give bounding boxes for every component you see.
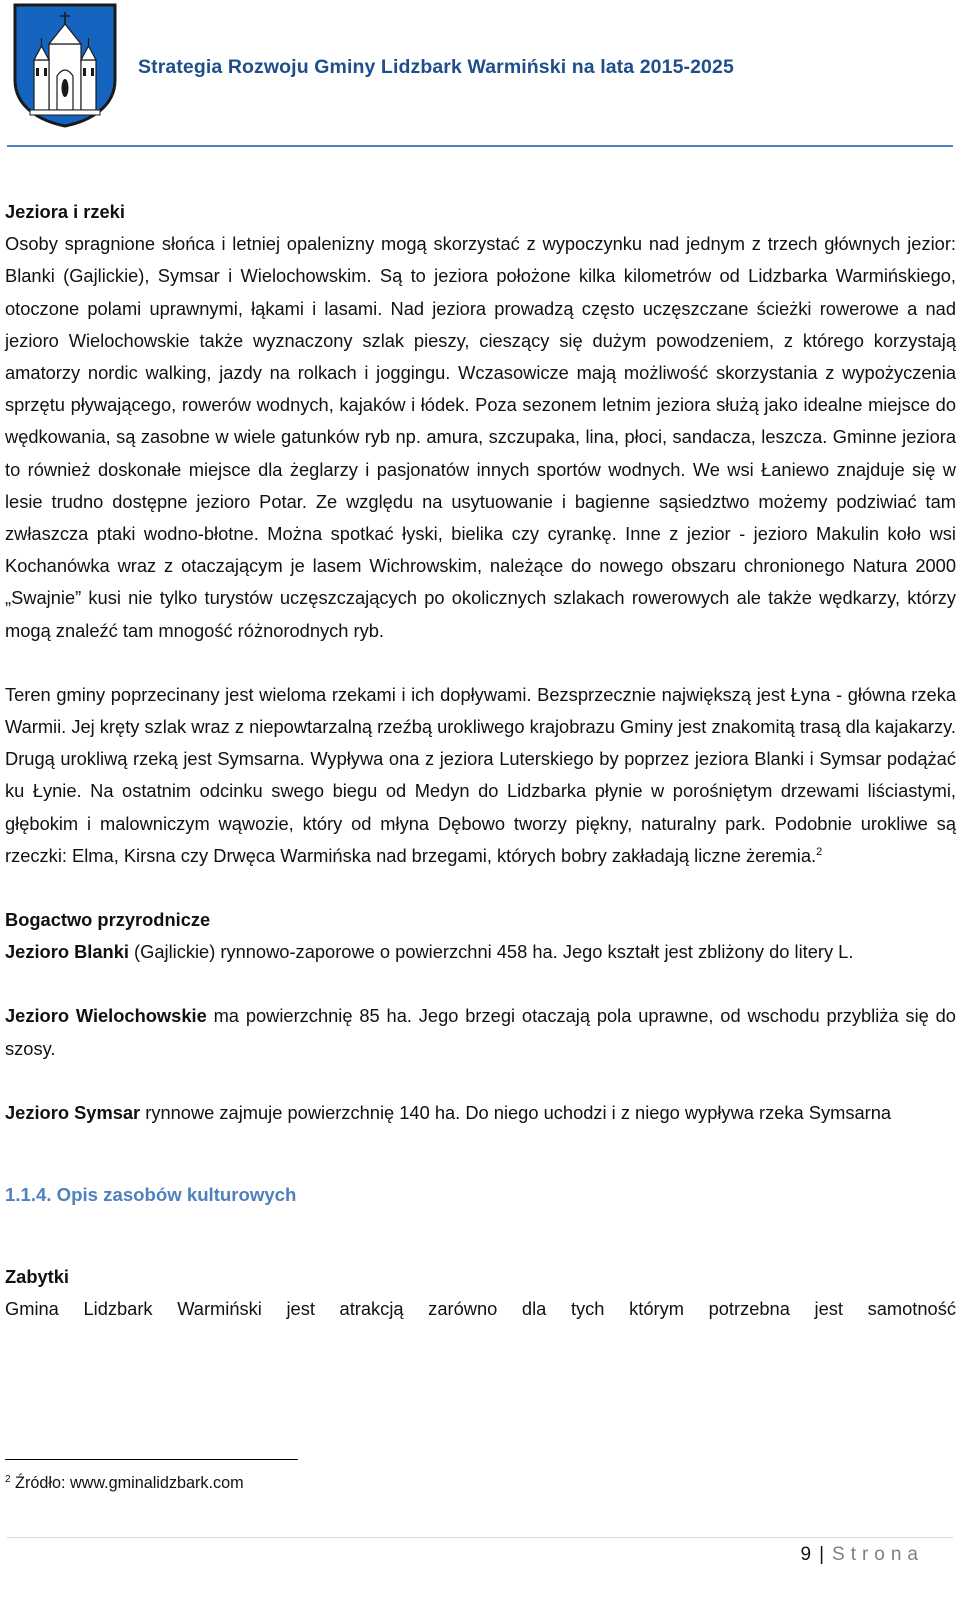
symsar-paragraph bbox=[5, 1097, 956, 1129]
page-header bbox=[0, 0, 960, 150]
wielochowskie-paragraph bbox=[5, 1000, 956, 1064]
footnote-text: Źródło: www.gminalidzbark.com bbox=[10, 1474, 244, 1492]
nature-heading: Bogactwo przyrodnicze bbox=[5, 909, 211, 931]
spacer bbox=[5, 647, 956, 679]
coat-of-arms-icon bbox=[12, 2, 118, 128]
footnote-number: 2 bbox=[5, 1474, 11, 1485]
footnote-reference: 2 bbox=[816, 845, 823, 858]
wielochowskie-text: ma powierzchnię 85 ha. Jego brzegi otaczają pola uprawne, od wschodu przybliża się do szosy. bbox=[5, 1005, 956, 1059]
header-divider bbox=[7, 145, 953, 147]
page-number: 9 bbox=[800, 1544, 812, 1565]
lakes-heading: Jeziora i rzeki bbox=[5, 201, 125, 222]
header-title: Strategia Rozwoju Gminy Lidzbark Warmiński na lata 2015-2025 bbox=[138, 56, 734, 78]
spacer bbox=[5, 1129, 956, 1179]
spacer bbox=[5, 1211, 956, 1261]
symsar-text: rynnowe zajmuje powierzchnię 140 ha. Do niego uchodzi i z niego wypływa rzeka Symsarna bbox=[140, 1101, 892, 1123]
rivers-paragraph bbox=[5, 679, 956, 872]
page-footer bbox=[801, 1542, 925, 1568]
monuments-paragraph: Gmina Lidzbark Warmiński jest atrakcją zarówno dla tych którym potrzebna jest samotność bbox=[5, 1298, 956, 1320]
rivers-text: Teren gminy poprzecinany jest wieloma rzekami i ich dopływami. Bezsprzecznie największą jest Łyna - główna rzeka Warmii. Jej kręty szlak wraz z niepowtarzalną rzeźbą urokliwego krajobrazu Gminy jest znakomitą trasą dla kajakarzy. Drugą urokliwą rzeką jest Symsarna. Wypływa ona z jeziora Luterskiego by poprzez jeziora Blanki i Symsar podążać ku Łynie. Na ostatnim odcinku swego biegu od Medyn do Lidzbarka płynie w porośniętym drzewami liściastymi, głębokim i malowniczym wąwozie, który od młyna Dębowo tworzy piękny, naturalny park. Podobnie urokliwe są rzeczki: Elma, Kirsna czy Drwęca Warmińska nad brzegami, których bobry zakładają liczne żeremia. bbox=[5, 683, 956, 866]
blanki-name: Jezioro Blanki bbox=[5, 941, 129, 963]
monuments-heading: Zabytki bbox=[5, 1266, 70, 1288]
wielochowskie-name: Jezioro Wielochowskie bbox=[5, 1005, 207, 1027]
spacer bbox=[5, 968, 956, 1000]
symsar-name: Jezioro Symsar bbox=[5, 1101, 141, 1123]
footnote bbox=[5, 1471, 244, 1495]
spacer bbox=[5, 872, 956, 904]
footer-page-word: Strona bbox=[832, 1544, 924, 1565]
culture-section-heading: 1.1.4. Opis zasobów kulturowych bbox=[5, 1184, 297, 1206]
footer-divider bbox=[7, 1537, 953, 1538]
footnote-divider bbox=[5, 1459, 298, 1460]
blanki-paragraph bbox=[5, 936, 956, 968]
lakes-paragraph: Osoby spragnione słońca i letniej opalenizny mogą skorzystać z wypoczynku nad jednym z trzech głównych jezior: Blanki (Gajlickie), Symsar i Wielochowskim. Są to jeziora położone kilka kilometrów od Lidzbarka Warmińskiego, otoczone polami uprawnymi, łąkami i lasami. Nad jeziora prowadzą często uczęszczane ścieżki rowerowe a nad jezioro Wielochowskie także wyznaczony szlak pieszy, cieszący się dużym powodzeniem, z którego korzystają amatorzy nordic walking, jazdy na rolkach i joggingu. Wczasowicze mają możliwość skorzystania z wypożyczenia sprzętu pływającego, rowerów wodnych, kajaków i łódek. Poza sezonem letnim jeziora służą jako idealne miejsce do wędkowania, są zasobne w wiele gatunków ryb np. amura, szczupaka, lina, płoci, sandacza, leszcza. Gminne jeziora to również doskonałe miejsce dla żeglarzy i pasjonatów innych sportów wodnych. We wsi Łaniewo znajduje się w lesie trudno dostępne jezioro Potar. Ze względu na usytuowanie i bagienne sąsiedztwo możemy podziwiać tam zwłaszcza ptaki wodno-błotne. Można spotkać łyski, bielika czy cyrankę. Inne z jezior - jezioro Makulin koło wsi Kochanówka wraz z otaczającym je lasem Wichrowskim, należące do nowego obszaru chronionego Natura 2000 „Swajnie” kusi nie tylko turystów uczęszczających po okolicznych szlakach rowerowych ale także wędkarzy, którzy mogą znaleźć tam mnogość różnorodnych ryb. bbox=[5, 233, 956, 641]
document-body bbox=[5, 196, 956, 1325]
blanki-text: (Gajlickie) rynnowo-zaporowe o powierzchni 458 ha. Jego kształt jest zbliżony do litery L. bbox=[128, 941, 854, 963]
footer-separator: | bbox=[819, 1544, 825, 1565]
spacer bbox=[5, 1065, 956, 1097]
